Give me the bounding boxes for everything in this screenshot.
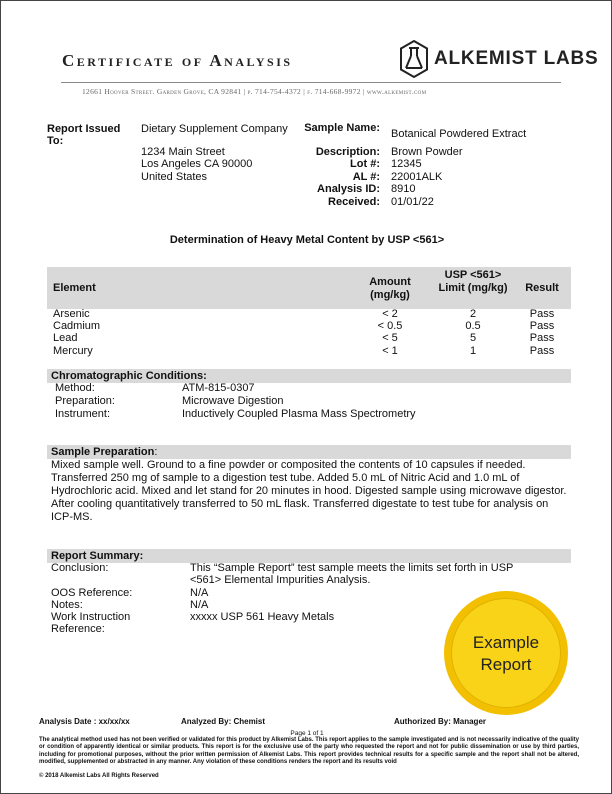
copyright: © 2018 Alkemist Labs All Rights Reserved <box>39 773 159 779</box>
sample-prep-title: Sample Preparation <box>51 446 155 458</box>
alkemist-flask-logo-icon <box>399 39 429 79</box>
lot-label: Lot #: <box>350 158 380 170</box>
seal-line-2: Report <box>480 655 532 674</box>
al-label: AL #: <box>352 171 380 183</box>
received-value: 01/01/22 <box>391 196 434 208</box>
authorized-by: Authorized By: Manager <box>394 717 487 726</box>
row-arsenic-amount: < 2 <box>382 308 398 320</box>
preparation-label: Preparation: <box>55 395 115 407</box>
client-street: 1234 Main Street <box>141 146 225 158</box>
work-instruction-value: xxxxx USP 561 Heavy Metals <box>190 611 335 623</box>
certificate-title: Certificate of Analysis <box>62 51 293 70</box>
preparation-value: Microwave Digestion <box>182 395 284 407</box>
sample-prep-colon: : <box>154 446 158 458</box>
col-limit-header: USP <561> Limit (mg/kg) <box>438 269 508 294</box>
notes-label: Notes: <box>51 599 83 611</box>
disclaimer-text: The analytical method used has not been verified or validated for this product by Alkemist Labs. This report applies to the sample investigated and is not necessarily indicative of the quality or condition of apparently identical or similar products. This report is for the exclusive use of the party who requested the report and not for public dissemination or use by third parties, including for promotional purposes, without the prior written permission of Alkemist Labs. This report provides technical results for a specific sample and the report shall not be altered, modified, supplemented or abstracted in any manner. Any violation of these conditions renders the report and its results void <box>39 737 579 765</box>
instrument-value: Inductively Coupled Plasma Mass Spectrometry <box>182 408 416 420</box>
oos-label: OOS Reference: <box>51 587 133 599</box>
analysis-date: Analysis Date : xx/xx/xx <box>39 717 130 726</box>
client-city: Los Angeles CA 90000 <box>141 158 253 170</box>
row-cadmium-limit: 0.5 <box>465 320 481 332</box>
client-company: Dietary Supplement Company <box>141 123 288 135</box>
col-amount-header: Amount (mg/kg) <box>369 276 411 301</box>
method-label: Method: <box>55 382 95 394</box>
col-result-header: Result <box>525 282 559 294</box>
row-mercury-result: Pass <box>529 345 555 357</box>
chromatographic-title: Chromatographic Conditions: <box>51 370 207 382</box>
al-value: 22001ALK <box>391 171 443 183</box>
received-label: Received: <box>328 196 380 208</box>
row-lead-limit: 5 <box>469 332 477 344</box>
sample-prep-title-wrap <box>51 446 157 458</box>
analysis-id-label: Analysis ID: <box>317 183 380 195</box>
sample-name-label: Sample Name: <box>304 122 380 134</box>
row-lead-element: Lead <box>53 332 78 344</box>
conclusion-label: Conclusion: <box>51 562 109 574</box>
row-cadmium-amount: < 0.5 <box>377 320 403 332</box>
seal-line-1: Example <box>472 633 540 652</box>
row-cadmium-result: Pass <box>529 320 555 332</box>
conclusion-line-1: This “Sample Report” test sample meets the limits set forth in USP <box>190 562 514 574</box>
example-report-seal-text <box>444 632 568 676</box>
row-lead-result: Pass <box>529 332 555 344</box>
heavy-metal-section-title: Determination of Heavy Metal Content by USP <561> <box>169 234 445 246</box>
description-label: Description: <box>315 146 380 158</box>
logo-wordmark: ALKEMIST LABS <box>434 48 599 69</box>
conclusion-line-2: <561> Elemental Impurities Analysis. <box>190 574 371 586</box>
header-divider <box>61 82 561 83</box>
lab-address: 12661 Hoover Street. Garden Grove, CA 92841 | p. 714-754-4372 | f. 714-668-9972 | www.alkemist.com <box>82 87 427 96</box>
row-lead-amount: < 5 <box>382 332 398 344</box>
page-number: Page 1 of 1 <box>290 730 324 737</box>
method-value: ATM-815-0307 <box>182 382 255 394</box>
instrument-label: Instrument: <box>55 408 111 420</box>
report-issued-label: Report Issued To: <box>47 123 121 147</box>
notes-value: N/A <box>190 599 209 611</box>
row-cadmium-element: Cadmium <box>53 320 101 332</box>
col-element-header: Element <box>53 282 96 294</box>
sample-name-value: Botanical Powdered Extract <box>391 128 527 140</box>
oos-value: N/A <box>190 587 209 599</box>
row-mercury-element: Mercury <box>53 345 93 357</box>
work-instruction-label-2: Reference: <box>51 623 105 635</box>
client-country: United States <box>141 171 208 183</box>
analyzed-by: Analyzed By: Chemist <box>181 717 266 726</box>
work-instruction-label-1: Work Instruction <box>51 611 131 623</box>
description-value: Brown Powder <box>391 146 463 158</box>
lot-value: 12345 <box>391 158 422 170</box>
report-summary-title: Report Summary: <box>51 550 144 562</box>
sample-prep-text: Mixed sample well. Ground to a fine powder or composited the contents of 10 capsules if needed. Transferred 250 mg of sample to a digestion test tube. Added 5.0 mL of Nitric Acid and 1.0 mL of Hydrochloric acid. Mixed and let stand for 20 minutes in hood. Digested sample using microwave digestor. After cooling quantitatively transferred to 50 mL flask. Transferred digestate to test tube for analysis on ICP-MS. <box>51 459 567 523</box>
row-mercury-limit: 1 <box>469 345 477 357</box>
analysis-id-value: 8910 <box>391 183 416 195</box>
row-arsenic-result: Pass <box>529 308 555 320</box>
row-arsenic-element: Arsenic <box>53 308 90 320</box>
row-arsenic-limit: 2 <box>469 308 477 320</box>
row-mercury-amount: < 1 <box>382 345 398 357</box>
